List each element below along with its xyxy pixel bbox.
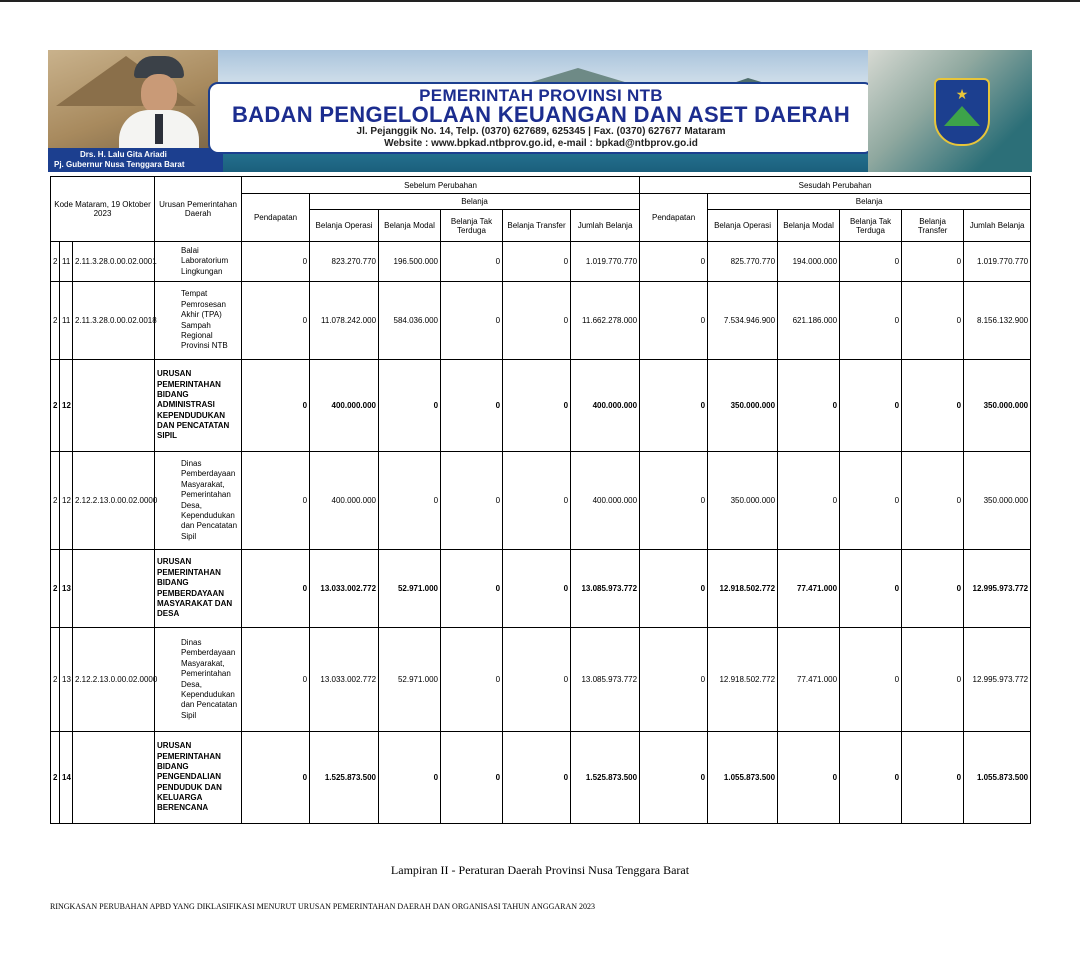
- table-row: [51, 452, 1031, 550]
- code-organisasi: 2.11.3.28.0.00.02.0001: [73, 242, 155, 282]
- banner-title-province: PEMERINTAH PROVINSI NTB: [419, 86, 663, 105]
- sebelum-belanja-operasi: 400.000.000: [310, 452, 379, 550]
- official-title: Pj. Gubernur Nusa Tenggara Barat: [54, 160, 185, 169]
- urusan-name: Balai Laboratorium Lingkungan: [155, 242, 242, 282]
- sebelum-belanja-transfer: 0: [503, 628, 571, 732]
- sebelum-belanja-transfer: 0: [503, 452, 571, 550]
- sesudah-belanja-transfer: 0: [902, 452, 964, 550]
- sebelum-belanja-tak-terduga: 0: [441, 628, 503, 732]
- emblem-star-icon: ★: [955, 86, 969, 102]
- sesudah-pendapatan: 0: [640, 550, 708, 628]
- sesudah-pendapatan: 0: [640, 628, 708, 732]
- sesudah-belanja-modal: 194.000.000: [778, 242, 840, 282]
- sesudah-belanja-modal: 621.186.000: [778, 282, 840, 360]
- top-border-line: [0, 0, 1080, 2]
- header-jumlah: Jumlah Belanja: [964, 210, 1031, 242]
- urusan-name: URUSAN PEMERINTAHAN BIDANG PENGENDALIAN PENDUDUK DAN KELUARGA BERENCANA: [155, 732, 242, 824]
- code-organisasi: [73, 360, 155, 452]
- sebelum-belanja-modal: 52.971.000: [379, 628, 441, 732]
- sesudah-belanja-tak-terduga: 0: [840, 360, 902, 452]
- code-bidang: 11: [60, 282, 73, 360]
- header-kode: Kode Mataram, 19 Oktober 2023: [51, 177, 155, 242]
- sesudah-belanja-transfer: 0: [902, 628, 964, 732]
- sesudah-jumlah-belanja: 12.995.973.772: [964, 628, 1031, 732]
- sebelum-jumlah-belanja: 13.085.973.772: [571, 550, 640, 628]
- sebelum-belanja-tak-terduga: 0: [441, 550, 503, 628]
- sebelum-belanja-tak-terduga: 0: [441, 732, 503, 824]
- sebelum-pendapatan: 0: [242, 242, 310, 282]
- urusan-name: Dinas Pemberdayaan Masyarakat, Pemerintahan Desa, Kependudukan dan Pencatatan Sipil: [155, 452, 242, 550]
- sebelum-pendapatan: 0: [242, 732, 310, 824]
- person-tie: [155, 114, 163, 144]
- sesudah-belanja-tak-terduga: 0: [840, 242, 902, 282]
- official-name-bar: [48, 148, 223, 172]
- sebelum-belanja-transfer: 0: [503, 550, 571, 628]
- sesudah-jumlah-belanja: 12.995.973.772: [964, 550, 1031, 628]
- sesudah-belanja-operasi: 7.534.946.900: [708, 282, 778, 360]
- banner-title-box: [208, 82, 874, 154]
- sebelum-jumlah-belanja: 11.662.278.000: [571, 282, 640, 360]
- code-bidang: 12: [60, 452, 73, 550]
- code-organisasi: [73, 732, 155, 824]
- sebelum-belanja-transfer: 0: [503, 732, 571, 824]
- sebelum-jumlah-belanja: 400.000.000: [571, 360, 640, 452]
- sebelum-belanja-tak-terduga: 0: [441, 452, 503, 550]
- sesudah-pendapatan: 0: [640, 282, 708, 360]
- code-bidang: 12: [60, 360, 73, 452]
- sesudah-belanja-tak-terduga: 0: [840, 452, 902, 550]
- table-row: [51, 550, 1031, 628]
- sesudah-belanja-transfer: 0: [902, 242, 964, 282]
- sesudah-belanja-operasi: 1.055.873.500: [708, 732, 778, 824]
- code-organisasi: 2.12.2.13.0.00.02.0000: [73, 452, 155, 550]
- sesudah-belanja-operasi: 12.918.502.772: [708, 628, 778, 732]
- sesudah-belanja-modal: 0: [778, 452, 840, 550]
- sebelum-jumlah-belanja: 13.085.973.772: [571, 628, 640, 732]
- sebelum-belanja-modal: 0: [379, 732, 441, 824]
- sebelum-belanja-tak-terduga: 0: [441, 282, 503, 360]
- sesudah-jumlah-belanja: 1.055.873.500: [964, 732, 1031, 824]
- sesudah-belanja-transfer: 0: [902, 360, 964, 452]
- sesudah-belanja-operasi: 350.000.000: [708, 452, 778, 550]
- urusan-name: Dinas Pemberdayaan Masyarakat, Pemerintahan Desa, Kependudukan dan Pencatatan Sipil: [155, 628, 242, 732]
- header-tak-terduga: Belanja Tak Terduga: [441, 210, 503, 242]
- code-urusan: 2: [51, 452, 60, 550]
- code-organisasi: 2.12.2.13.0.00.02.0000: [73, 628, 155, 732]
- emblem-mountain-icon: [944, 106, 980, 126]
- sebelum-jumlah-belanja: 400.000.000: [571, 452, 640, 550]
- sebelum-pendapatan: 0: [242, 628, 310, 732]
- banner-title-agency: BADAN PENGELOLAAN KEUANGAN DAN ASET DAERAH: [231, 102, 851, 127]
- sebelum-belanja-transfer: 0: [503, 360, 571, 452]
- table-row: [51, 282, 1031, 360]
- sebelum-belanja-tak-terduga: 0: [441, 360, 503, 452]
- code-bidang: 13: [60, 628, 73, 732]
- sebelum-belanja-operasi: 13.033.002.772: [310, 550, 379, 628]
- sebelum-jumlah-belanja: 1.019.770.770: [571, 242, 640, 282]
- header-tak-terduga: Belanja Tak Terduga: [840, 210, 902, 242]
- sebelum-belanja-operasi: 823.270.770: [310, 242, 379, 282]
- sebelum-belanja-operasi: 11.078.242.000: [310, 282, 379, 360]
- sebelum-pendapatan: 0: [242, 360, 310, 452]
- official-name: Drs. H. Lalu Gita Ariadi: [80, 150, 167, 159]
- code-urusan: 2: [51, 282, 60, 360]
- sesudah-pendapatan: 0: [640, 732, 708, 824]
- sesudah-belanja-modal: 77.471.000: [778, 550, 840, 628]
- sesudah-belanja-operasi: 350.000.000: [708, 360, 778, 452]
- urusan-name: URUSAN PEMERINTAHAN BIDANG ADMINISTRASI KEPENDUDUKAN DAN PENCATATAN SIPIL: [155, 360, 242, 452]
- header-jumlah: Jumlah Belanja: [571, 210, 640, 242]
- sesudah-jumlah-belanja: 1.019.770.770: [964, 242, 1031, 282]
- budget-table: [50, 176, 1031, 824]
- sesudah-belanja-modal: 77.471.000: [778, 628, 840, 732]
- sebelum-belanja-transfer: 0: [503, 242, 571, 282]
- sesudah-belanja-operasi: 12.918.502.772: [708, 550, 778, 628]
- header-belanja-sesudah: Belanja: [708, 194, 1031, 210]
- header-transfer: Belanja Transfer: [503, 210, 571, 242]
- sesudah-belanja-modal: 0: [778, 732, 840, 824]
- code-bidang: 11: [60, 242, 73, 282]
- header-banner: [48, 50, 1032, 172]
- sebelum-belanja-modal: 196.500.000: [379, 242, 441, 282]
- header-operasi: Belanja Operasi: [310, 210, 379, 242]
- sesudah-jumlah-belanja: 350.000.000: [964, 360, 1031, 452]
- header-modal: Belanja Modal: [778, 210, 840, 242]
- code-urusan: 2: [51, 360, 60, 452]
- sesudah-belanja-tak-terduga: 0: [840, 282, 902, 360]
- header-sebelum: Sebelum Perubahan: [242, 177, 640, 194]
- sesudah-belanja-tak-terduga: 0: [840, 732, 902, 824]
- sebelum-belanja-modal: 52.971.000: [379, 550, 441, 628]
- sesudah-belanja-operasi: 825.770.770: [708, 242, 778, 282]
- header-pendapatan-sesudah: Pendapatan: [640, 194, 708, 242]
- ntb-emblem-icon: [934, 78, 990, 146]
- sebelum-pendapatan: 0: [242, 452, 310, 550]
- banner-website: Website : www.bpkad.ntbprov.go.id, e-mail : bpkad@ntbprov.go.id: [384, 138, 698, 149]
- table-row: [51, 732, 1031, 824]
- banner-address: Jl. Pejanggik No. 14, Telp. (0370) 627689, 625345 | Fax. (0370) 627677 Mataram: [356, 126, 726, 137]
- sebelum-pendapatan: 0: [242, 550, 310, 628]
- urusan-name: Tempat Pemrosesan Akhir (TPA) Sampah Regional Provinsi NTB: [155, 282, 242, 360]
- ringkasan-caption: RINGKASAN PERUBAHAN APBD YANG DIKLASIFIKASI MENURUT URUSAN PEMERINTAHAN DAERAH DAN ORGANISASI TAHUN ANGGARAN 2023: [50, 902, 596, 911]
- header-transfer: Belanja Transfer: [902, 210, 964, 242]
- code-bidang: 13: [60, 550, 73, 628]
- lampiran-caption: Lampiran II - Peraturan Daerah Provinsi Nusa Tenggara Barat: [390, 863, 690, 877]
- sebelum-jumlah-belanja: 1.525.873.500: [571, 732, 640, 824]
- code-urusan: 2: [51, 242, 60, 282]
- sesudah-jumlah-belanja: 8.156.132.900: [964, 282, 1031, 360]
- sesudah-pendapatan: 0: [640, 360, 708, 452]
- sebelum-belanja-operasi: 13.033.002.772: [310, 628, 379, 732]
- code-bidang: 14: [60, 732, 73, 824]
- table-row: [51, 628, 1031, 732]
- sebelum-belanja-tak-terduga: 0: [441, 242, 503, 282]
- header-urusan: Urusan Pemerintahan Daerah: [155, 177, 242, 242]
- header-belanja-sebelum: Belanja: [310, 194, 640, 210]
- sebelum-belanja-modal: 584.036.000: [379, 282, 441, 360]
- code-organisasi: 2.11.3.28.0.00.02.0018: [73, 282, 155, 360]
- sesudah-belanja-transfer: 0: [902, 282, 964, 360]
- sebelum-belanja-modal: 0: [379, 360, 441, 452]
- sesudah-jumlah-belanja: 350.000.000: [964, 452, 1031, 550]
- sebelum-belanja-operasi: 400.000.000: [310, 360, 379, 452]
- sesudah-pendapatan: 0: [640, 452, 708, 550]
- header-pendapatan-sebelum: Pendapatan: [242, 194, 310, 242]
- sesudah-belanja-transfer: 0: [902, 550, 964, 628]
- sebelum-pendapatan: 0: [242, 282, 310, 360]
- sesudah-belanja-modal: 0: [778, 360, 840, 452]
- code-urusan: 2: [51, 550, 60, 628]
- sesudah-belanja-tak-terduga: 0: [840, 628, 902, 732]
- urusan-name: URUSAN PEMERINTAHAN BIDANG PEMBERDAYAAN MASYARAKAT DAN DESA: [155, 550, 242, 628]
- sesudah-belanja-tak-terduga: 0: [840, 550, 902, 628]
- table-row: [51, 242, 1031, 282]
- code-organisasi: [73, 550, 155, 628]
- header-sesudah: Sesudah Perubahan: [640, 177, 1031, 194]
- table-row: [51, 360, 1031, 452]
- sesudah-pendapatan: 0: [640, 242, 708, 282]
- person-face: [141, 74, 177, 114]
- code-urusan: 2: [51, 732, 60, 824]
- sesudah-belanja-transfer: 0: [902, 732, 964, 824]
- header-modal: Belanja Modal: [379, 210, 441, 242]
- code-urusan: 2: [51, 628, 60, 732]
- sebelum-belanja-modal: 0: [379, 452, 441, 550]
- header-operasi: Belanja Operasi: [708, 210, 778, 242]
- sebelum-belanja-transfer: 0: [503, 282, 571, 360]
- governor-photo: [114, 56, 204, 156]
- sebelum-belanja-operasi: 1.525.873.500: [310, 732, 379, 824]
